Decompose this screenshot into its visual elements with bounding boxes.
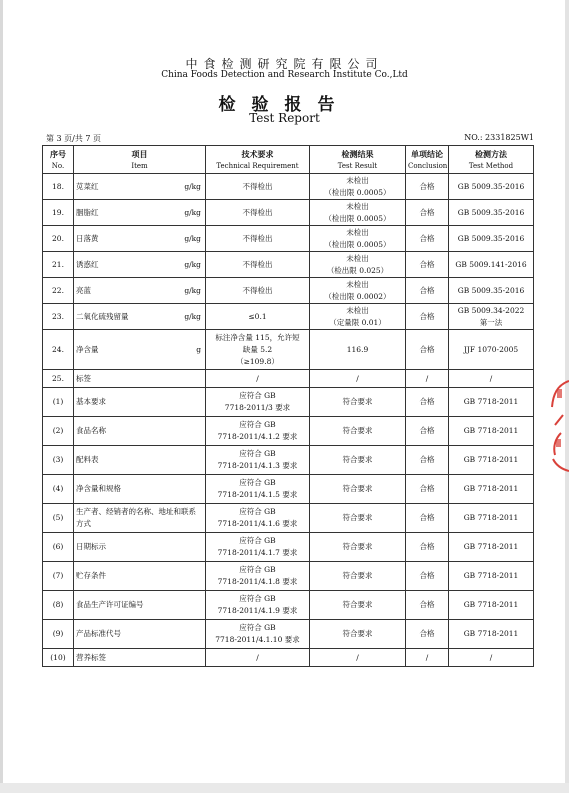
item-cell	[74, 278, 206, 304]
test-method: GB 7718-2011	[449, 620, 534, 649]
table-row	[43, 200, 534, 226]
test-method: GB 5009.34-2022 第一法	[449, 304, 534, 330]
table-row	[43, 533, 534, 562]
test-method: GB 7718-2011	[449, 533, 534, 562]
official-seal-stamp	[547, 375, 569, 475]
test-method: GB 5009.35-2016	[449, 174, 534, 200]
item-name: 标签	[76, 373, 91, 383]
row-number: (7)	[43, 562, 74, 591]
conclusion: 合格	[406, 475, 449, 504]
conclusion: 合格	[406, 533, 449, 562]
conclusion: 合格	[406, 446, 449, 475]
item-name: 亮蓝	[76, 285, 91, 295]
technical-requirement: 应符合 GB 7718-2011/4.1.8 要求	[206, 562, 310, 591]
item-cell	[74, 504, 206, 533]
item-cell	[74, 304, 206, 330]
test-method: GB 5009.35-2016	[449, 200, 534, 226]
item-name: 营养标签	[76, 652, 106, 662]
test-method: /	[449, 370, 534, 388]
table-row	[43, 252, 534, 278]
item-name: 生产者、经销者的名称、地址和联系方式	[76, 507, 196, 528]
test-result: 未检出 （定量限 0.01）	[310, 304, 406, 330]
row-number: (9)	[43, 620, 74, 649]
col-header-conclusion: 单项结论 Conclusion	[406, 146, 449, 174]
test-method: GB 5009.141-2016	[449, 252, 534, 278]
table-row	[43, 620, 534, 649]
test-result: 符合要求	[310, 475, 406, 504]
technical-requirement: 不得检出	[206, 200, 310, 226]
conclusion: 合格	[406, 591, 449, 620]
table-row	[43, 591, 534, 620]
item-cell	[74, 174, 206, 200]
test-result: 符合要求	[310, 388, 406, 417]
test-method: GB 5009.35-2016	[449, 278, 534, 304]
test-result: 符合要求	[310, 562, 406, 591]
item-cell	[74, 417, 206, 446]
test-result: 符合要求	[310, 620, 406, 649]
item-name: 配料表	[76, 455, 99, 464]
test-method: GB 5009.35-2016	[449, 226, 534, 252]
table-row	[43, 504, 534, 533]
report-number: NO.: 2331825W1	[464, 133, 534, 142]
technical-requirement: /	[206, 370, 310, 388]
row-number: 23.	[43, 304, 74, 330]
row-number: (10)	[43, 649, 74, 667]
table-row	[43, 562, 534, 591]
test-result: 符合要求	[310, 446, 406, 475]
table-row	[43, 330, 534, 370]
test-result: 符合要求	[310, 417, 406, 446]
item-name: 食品生产许可证编号	[76, 600, 144, 609]
table-row	[43, 174, 534, 200]
item-unit: g	[196, 344, 201, 354]
technical-requirement: 不得检出	[206, 226, 310, 252]
col-header-method: 检测方法 Test Method	[449, 146, 534, 174]
item-name: 贮存条件	[76, 571, 106, 580]
technical-requirement: 不得检出	[206, 278, 310, 304]
test-result: 未检出 （检出限 0.0002）	[310, 278, 406, 304]
test-result: 116.9	[310, 330, 406, 370]
row-number: (6)	[43, 533, 74, 562]
test-result: 未检出 （检出限 0.0005）	[310, 174, 406, 200]
item-unit: g/kg	[184, 207, 201, 217]
report-title-en: Test Report	[249, 111, 320, 125]
item-name: 日落黄	[76, 233, 99, 243]
test-method: /	[449, 649, 534, 667]
item-cell	[74, 388, 206, 417]
page-indicator: 第 3 页/共 7 页	[46, 134, 102, 143]
test-method: JJF 1070-2005	[449, 330, 534, 370]
row-number: 22.	[43, 278, 74, 304]
item-unit: g/kg	[184, 259, 201, 269]
technical-requirement: 应符合 GB 7718-2011/4.1.5 要求	[206, 475, 310, 504]
conclusion: 合格	[406, 304, 449, 330]
technical-requirement: 标注净含量 115，允许短 缺量 5.2 （≥109.8）	[206, 330, 310, 370]
table-row	[43, 278, 534, 304]
test-result: 符合要求	[310, 504, 406, 533]
technical-requirement: 应符合 GB 7718-2011/4.1.2 要求	[206, 417, 310, 446]
technical-requirement: 应符合 GB 7718-2011/3 要求	[206, 388, 310, 417]
item-name: 净含量	[76, 344, 99, 354]
conclusion: 合格	[406, 620, 449, 649]
row-number: 19.	[43, 200, 74, 226]
item-name: 日期标示	[76, 542, 106, 551]
item-name: 苋菜红	[76, 181, 99, 191]
item-unit: g/kg	[184, 285, 201, 295]
item-cell	[74, 446, 206, 475]
row-number: 20.	[43, 226, 74, 252]
item-cell	[74, 252, 206, 278]
row-number: (8)	[43, 591, 74, 620]
technical-requirement: /	[206, 649, 310, 667]
report-title-cn: 检验报告	[218, 95, 351, 115]
row-number: 25.	[43, 370, 74, 388]
test-method: GB 7718-2011	[449, 475, 534, 504]
conclusion: 合格	[406, 330, 449, 370]
technical-requirement: 不得检出	[206, 174, 310, 200]
conclusion: 合格	[406, 504, 449, 533]
conclusion: /	[406, 370, 449, 388]
test-method: GB 7718-2011	[449, 388, 534, 417]
col-header-result: 检测结果 Test Result	[310, 146, 406, 174]
conclusion: 合格	[406, 174, 449, 200]
technical-requirement: 应符合 GB 7718-2011/4.1.3 要求	[206, 446, 310, 475]
institute-name-cn: 中食检测研究院有限公司	[185, 57, 384, 71]
row-number: 21.	[43, 252, 74, 278]
page-bottom-band	[0, 783, 569, 793]
conclusion: 合格	[406, 278, 449, 304]
test-method: GB 7718-2011	[449, 504, 534, 533]
item-name: 胭脂红	[76, 207, 99, 217]
col-header-requirement: 技术要求 Technical Requirement	[206, 146, 310, 174]
table-row	[43, 417, 534, 446]
table-row	[43, 388, 534, 417]
item-cell	[74, 330, 206, 370]
conclusion: /	[406, 649, 449, 667]
item-cell	[74, 620, 206, 649]
row-number: (1)	[43, 388, 74, 417]
item-cell	[74, 370, 206, 388]
test-result: /	[310, 370, 406, 388]
conclusion: 合格	[406, 417, 449, 446]
item-name: 食品名称	[76, 426, 106, 435]
technical-requirement: 应符合 GB 7718-2011/4.1.10 要求	[206, 620, 310, 649]
table-row	[43, 226, 534, 252]
test-result: 符合要求	[310, 591, 406, 620]
conclusion: 合格	[406, 226, 449, 252]
row-number: (2)	[43, 417, 74, 446]
item-name: 二氧化硫残留量	[76, 311, 129, 321]
test-result: 未检出 （检出限 0.025）	[310, 252, 406, 278]
item-name: 诱惑红	[76, 259, 99, 269]
technical-requirement: 应符合 GB 7718-2011/4.1.6 要求	[206, 504, 310, 533]
item-unit: g/kg	[184, 181, 201, 191]
row-number: (4)	[43, 475, 74, 504]
item-cell	[74, 562, 206, 591]
item-cell	[74, 649, 206, 667]
item-name: 产品标准代号	[76, 629, 121, 638]
conclusion: 合格	[406, 562, 449, 591]
table-row	[43, 370, 534, 388]
item-cell	[74, 475, 206, 504]
row-number: (3)	[43, 446, 74, 475]
results-table	[42, 145, 534, 667]
row-number: 24.	[43, 330, 74, 370]
conclusion: 合格	[406, 388, 449, 417]
col-header-item: 项目 Item	[74, 146, 206, 174]
col-header-no: 序号 No.	[43, 146, 74, 174]
item-cell	[74, 200, 206, 226]
table-row	[43, 475, 534, 504]
test-method: GB 7718-2011	[449, 562, 534, 591]
test-result: 符合要求	[310, 533, 406, 562]
item-unit: g/kg	[184, 311, 201, 321]
item-unit: g/kg	[184, 233, 201, 243]
technical-requirement: 应符合 GB 7718-2011/4.1.9 要求	[206, 591, 310, 620]
table-header-row	[43, 146, 534, 174]
item-name: 基本要求	[76, 397, 106, 406]
test-method: GB 7718-2011	[449, 417, 534, 446]
table-row	[43, 649, 534, 667]
test-result: /	[310, 649, 406, 667]
conclusion: 合格	[406, 200, 449, 226]
item-cell	[74, 591, 206, 620]
technical-requirement: 应符合 GB 7718-2011/4.1.7 要求	[206, 533, 310, 562]
institute-name-en: China Foods Detection and Research Institute Co.,Ltd	[161, 70, 408, 80]
row-number: (5)	[43, 504, 74, 533]
item-cell	[74, 226, 206, 252]
test-method: GB 7718-2011	[449, 446, 534, 475]
row-number: 18.	[43, 174, 74, 200]
technical-requirement: ≤0.1	[206, 304, 310, 330]
technical-requirement: 不得检出	[206, 252, 310, 278]
item-cell	[74, 533, 206, 562]
test-method: GB 7718-2011	[449, 591, 534, 620]
conclusion: 合格	[406, 252, 449, 278]
test-result: 未检出 （检出限 0.0005）	[310, 200, 406, 226]
table-row	[43, 304, 534, 330]
table-row	[43, 446, 534, 475]
test-result: 未检出 （检出限 0.0005）	[310, 226, 406, 252]
item-name: 净含量和规格	[76, 484, 121, 493]
